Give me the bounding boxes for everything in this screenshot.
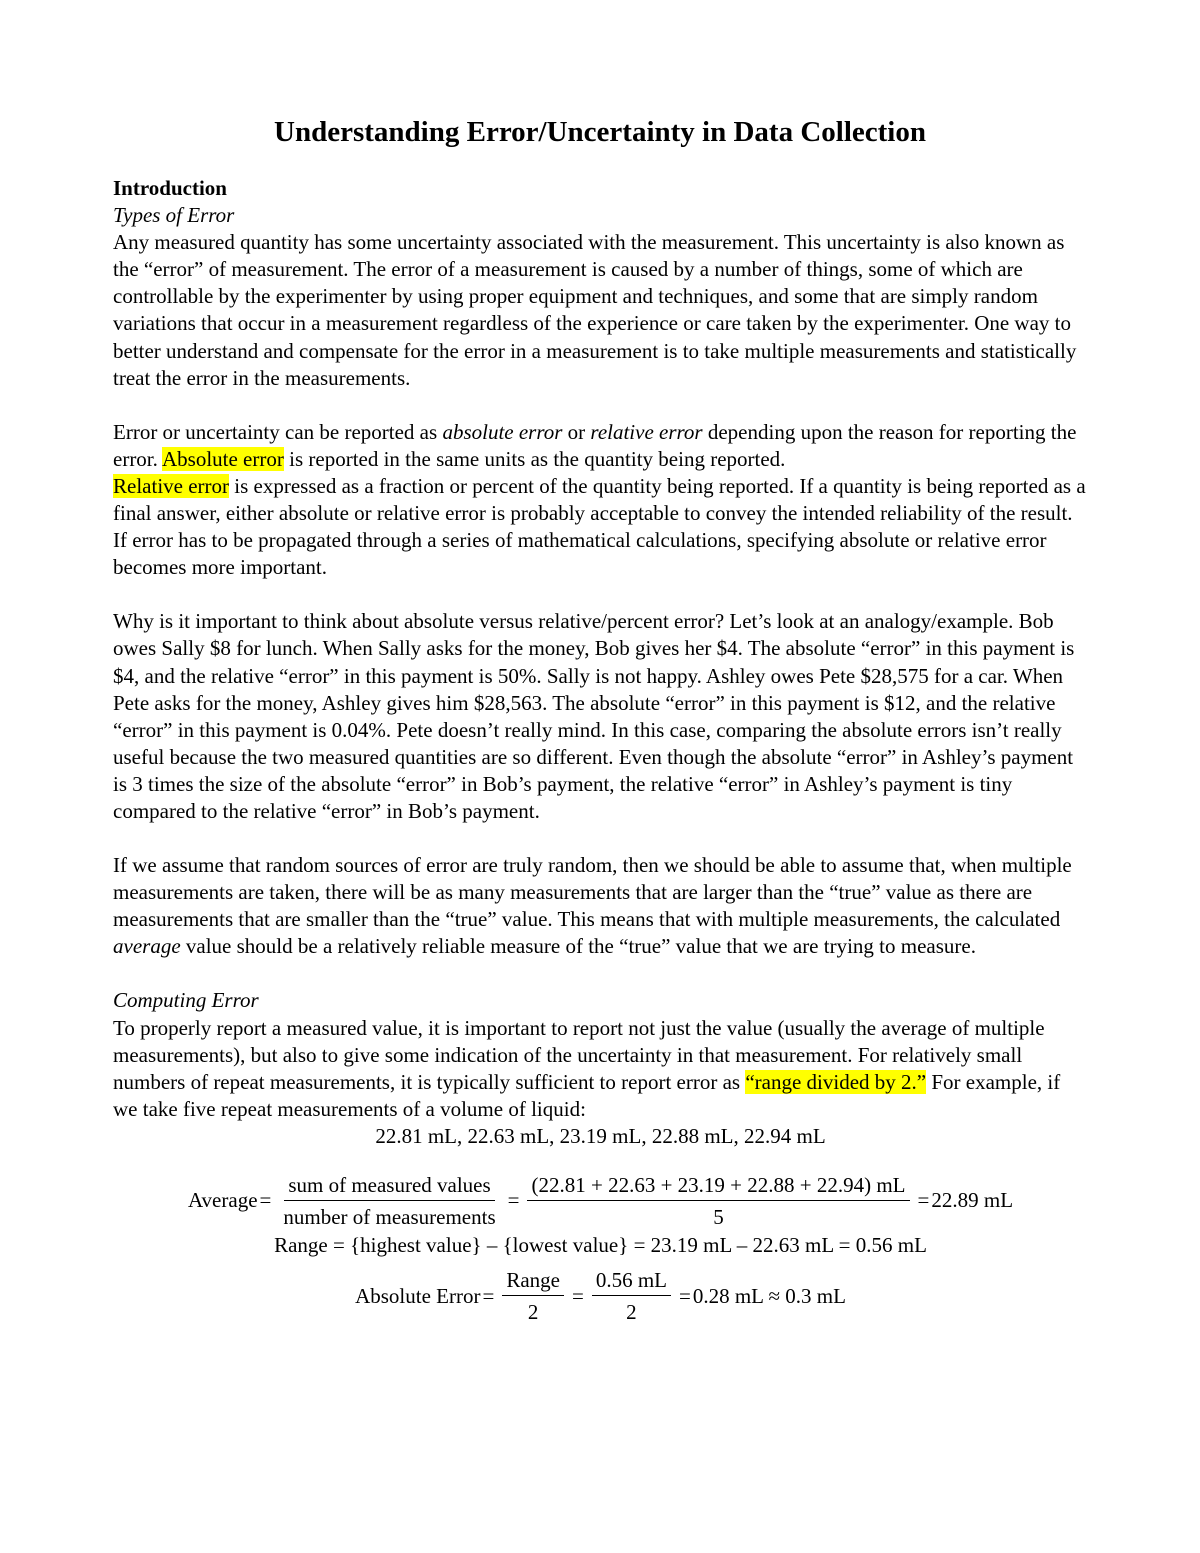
fraction-sum-over-count: [279, 1172, 499, 1230]
fraction-numerator: Range: [502, 1267, 564, 1296]
equals-sign: =: [259, 1188, 272, 1213]
text-run: To properly report a measured value, it is important to report not just the value (usually the average of multiple measurements), but also to give some indication of the uncertainty in that measurement. For relatively small numbers of repeat measurements, it is typically sufficient to report error as: [113, 1015, 1045, 1094]
paragraph-types-of-error: Any measured quantity has some uncertainty associated with the measurement. This uncertainty is also known as the “error” of measurement. The error of a measurement is caused by a number of things, some of which are controllable by the experimenter by using proper equipment and techniques, and some that are simply random variations that occur in a measurement regardless of the experience or care taken by the experimenter. One way to better understand and compensate for the error in a measurement is to take multiple measurements and statistically treat the error in the measurements.: [113, 230, 1077, 390]
italic-term-average: average: [113, 934, 181, 959]
subheading-types-of-error: Types of Error: [113, 203, 235, 228]
highlight-relative-error: Relative error: [113, 473, 230, 498]
text-run: depending upon the reason for reporting the error.: [113, 419, 1077, 471]
paragraph-random-error: [113, 852, 1088, 960]
equation-label-absolute-error: Absolute Error: [355, 1283, 481, 1308]
paragraph-computing-error: [113, 1015, 1088, 1123]
equals-sign: =: [678, 1283, 691, 1308]
text-run: value should be a relatively reliable measure of the “true” value that we are trying to measure.: [180, 934, 976, 959]
text-run: is reported in the same units as the quantity being reported.: [283, 446, 786, 471]
italic-term-absolute-error: absolute error: [442, 419, 563, 444]
equation-range: Range = {highest value} – {lowest value} = 23.19 mL – 22.63 mL = 0.56 mL: [274, 1233, 927, 1257]
text-run: or: [562, 419, 591, 444]
text-run: For example, if we take five repeat measurements of a volume of liquid:: [113, 1069, 1061, 1121]
measurement-list: 22.81 mL, 22.63 mL, 23.19 mL, 22.88 mL, 22.94 mL: [375, 1123, 826, 1148]
fraction-denominator: 5: [713, 1205, 724, 1229]
fraction-value-over-two: [592, 1267, 671, 1325]
page-title: Understanding Error/Uncertainty in Data Collection: [274, 116, 926, 148]
text-run: is expressed as a fraction or percent of the quantity being reported. If a quantity is being reported as a final answer, either absolute or relative error is probably acceptable to convey the intended reliability of the result. If error has to be propagated through a series of mathematical calculations, specifying absolute or relative error becomes more important.: [113, 473, 1086, 580]
text-run: Error or uncertainty can be reported as: [113, 419, 443, 444]
equation-label-average: Average: [187, 1188, 258, 1213]
highlight-absolute-error: Absolute error: [161, 446, 284, 471]
italic-term-relative-error: relative error: [590, 419, 703, 444]
equation-result-absolute-error: 0.28 mL ≈ 0.3 mL: [692, 1283, 846, 1308]
equals-sign: =: [482, 1283, 495, 1308]
equals-sign: =: [917, 1188, 930, 1213]
equals-sign: =: [507, 1188, 520, 1213]
highlight-range-divided-by-2: “range divided by 2.”: [745, 1069, 927, 1094]
equation-average: [113, 1172, 1088, 1230]
equation-result-average: 22.89 mL: [931, 1188, 1014, 1213]
fraction-range-over-two: [502, 1267, 564, 1325]
fraction-denominator: 2: [626, 1300, 637, 1325]
paragraph-absolute-relative: [113, 419, 1088, 582]
fraction-denominator: number of measurements: [283, 1205, 496, 1229]
text-run: If we assume that random sources of error are truly random, then we should be able to assume that, when multiple measurements are taken, there will be as many measurements that are larger than the “true” value as there are measurements that are smaller than the “true” value. This means that with multiple measurements, the calculated: [113, 853, 1072, 932]
fraction-numerator: 0.56 mL: [592, 1267, 671, 1296]
fraction-numerator: (22.81 + 22.63 + 23.19 + 22.88 + 22.94) mL: [527, 1172, 909, 1201]
section-heading-introduction: Introduction: [113, 176, 227, 200]
equals-sign: =: [571, 1283, 584, 1308]
document-body: [113, 175, 1088, 1325]
fraction-numerator: sum of measured values: [284, 1172, 494, 1201]
paragraph-analogy-example: Why is it important to think about absolute versus relative/percent error? Let’s look at an analogy/example. Bob owes Sally $8 for lunch. When Sally asks for the money, Bob gives her $4. The absolute “error” in this payment is $4, and the relative “error” in this payment is 50%. Sally is not happy. Ashley owes Pete $28,575 for a car. When Pete asks for the money, Ashley gives him $28,563. The absolute “error” in this payment is $12, and the relative “error” in this payment is 0.04%. Pete doesn’t really mind. In this case, comparing the absolute errors isn’t really useful because the two measured quantities are so different. Even though the absolute “error” in Ashley’s payment is 3 times the size of the absolute “error” in Bob’s payment, the relative “error” in Ashley’s payment is tiny compared to the relative “error” in Bob’s payment.: [113, 609, 1075, 823]
subheading-computing-error: Computing Error: [113, 988, 259, 1013]
fraction-denominator: 2: [527, 1300, 539, 1325]
equation-absolute-error: [113, 1267, 1088, 1325]
fraction-values-over-five: [527, 1172, 909, 1230]
